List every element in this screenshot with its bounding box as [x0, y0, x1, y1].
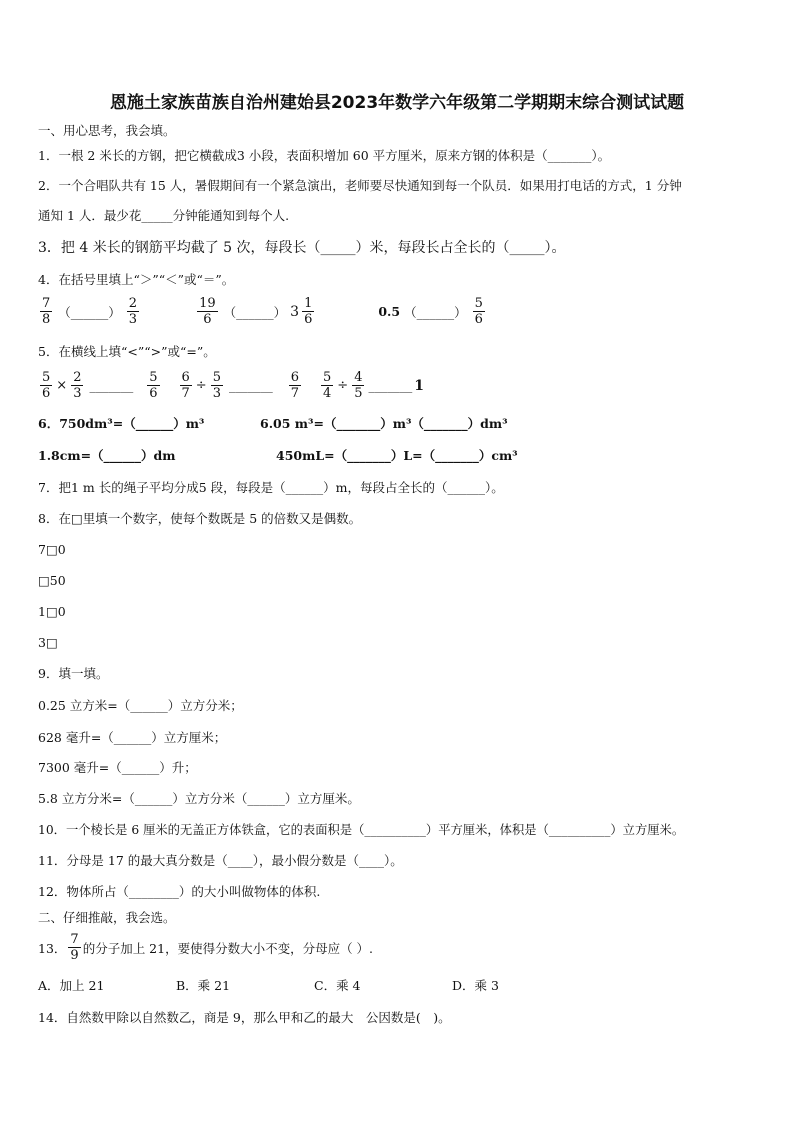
compare-blank: （______）	[58, 304, 121, 320]
operator: ÷	[337, 378, 349, 393]
question-8-item: □50	[38, 573, 66, 588]
operator: ×	[56, 378, 68, 393]
section-1-heading: 一、用心思考，我会填。	[38, 123, 176, 138]
fraction: $\frac{5}{6}$	[42, 370, 51, 401]
question-7: 7．把1 m 长的绳子平均分成5 段，每段是（______）m，每段占全长的（______）。	[38, 480, 504, 495]
answer-line: _______	[368, 378, 413, 393]
question-13-option-c: C．乘 4	[314, 978, 361, 993]
question-13	[38, 932, 373, 963]
fraction: $\frac{19}{6}$	[199, 296, 216, 327]
compare-blank: （______）	[404, 304, 467, 320]
fraction: $\frac{7}{8}$	[42, 296, 51, 327]
question-6-right-2: 450mL=（_______）L=（_______）cm³	[276, 448, 518, 463]
operator: ÷	[195, 378, 207, 393]
question-13-text: 的分子加上 21，要使得分数大小不变，分母应（ ）.	[82, 940, 374, 956]
section-2-heading: 二、仔细推敲，我会选。	[38, 910, 176, 925]
question-13-option-d: D．乘 3	[452, 978, 499, 993]
answer-line: _______	[89, 378, 134, 393]
answer-line: _______	[228, 378, 273, 393]
question-9-item: 7300 毫升=（______）升；	[38, 760, 197, 775]
question-13-option-a: A．加上 21	[38, 978, 105, 993]
question-8-item: 1□0	[38, 604, 66, 619]
question-2-line-2: 通知 1 人．最少花_____分钟能通知到每个人.	[38, 208, 290, 223]
question-5-items	[38, 370, 424, 401]
fraction: $\frac{5}{3}$	[212, 370, 221, 401]
question-9-item: 5.8 立方分米=（______）立方分米（______）立方厘米。	[38, 791, 360, 806]
fraction: $\frac{5}{4}$	[323, 370, 332, 401]
page-title: 恩施土家族苗族自治州建始县2023年数学六年级第二学期期末综合测试试题	[109, 93, 685, 113]
comparison-value: 1	[414, 377, 424, 394]
fraction: $\frac{2}{3}$	[73, 370, 82, 401]
question-8-item: 3□	[38, 635, 58, 650]
fraction: $\frac{5}{6}$	[149, 370, 158, 401]
question-8-item: 7□0	[38, 542, 66, 557]
question-12: 12．物体所占（________）的大小叫做物体的体积.	[38, 884, 321, 899]
question-6-right-1: 6.05 m³=（_______）m³（_______）dm³	[260, 416, 508, 431]
mixed-number: 3 $\frac{1}{6}$	[290, 296, 313, 327]
question-2-line-1: 2．一个合唱队共有 15 人，暑假期间有一个紧急演出，老师要尽快通知到每一个队员．如果用打电话的方式，1 分钟	[38, 178, 682, 193]
fraction: $\frac{7}{9}$	[70, 932, 79, 963]
fraction: $\frac{2}{3}$	[128, 296, 138, 327]
fraction: $\frac{6}{7}$	[290, 370, 299, 401]
question-3: 3．把 4 米长的钢筋平均截了 5 次，每段长（_____）米，每段长占全长的（_____）。	[38, 240, 566, 256]
fraction: $\frac{6}{7}$	[181, 370, 190, 401]
question-13-option-b: B．乘 21	[176, 978, 231, 993]
question-6-left-2: 1.8cm=（______）dm	[38, 448, 176, 463]
question-6-left-1: 6．750dm³=（______）m³	[38, 416, 205, 431]
question-11: 11．分母是 17 的最大真分数是（____），最小假分数是（____）。	[38, 853, 403, 868]
question-9: 9．填一填。	[38, 666, 109, 681]
question-8: 8．在□里填一个数字，使每个数既是 5 的倍数又是偶数。	[38, 511, 362, 526]
question-9-item: 0.25 立方米=（______）立方分米；	[38, 698, 243, 713]
fraction: $\frac{4}{5}$	[354, 370, 363, 401]
question-1: 1．一根 2 米长的方钢，把它横截成3 小段，表面积增加 60 平方厘米，原来方钢的体积是（_______）。	[38, 148, 611, 163]
question-4: 4．在括号里填上“＞”“＜”或“＝”。	[38, 272, 235, 287]
question-13-number: 13．	[38, 940, 67, 956]
compare-blank: （______）	[223, 304, 287, 320]
question-5: 5．在横线上填“<”“>”或“=”。	[38, 344, 216, 359]
decimal-value: 0.5	[378, 304, 401, 319]
question-10: 10．一个棱长是 6 厘米的无盖正方体铁盒，它的表面积是（__________）平方厘米，体积是（__________）立方厘米。	[38, 823, 685, 837]
question-14: 14．自然数甲除以自然数乙，商是 9，那么甲和乙的最大 公因数是( )。	[38, 1010, 451, 1025]
fraction: $\frac{5}{6}$	[474, 296, 483, 327]
question-4-items	[38, 296, 487, 327]
question-9-item: 628 毫升=（______）立方厘米；	[38, 730, 227, 745]
